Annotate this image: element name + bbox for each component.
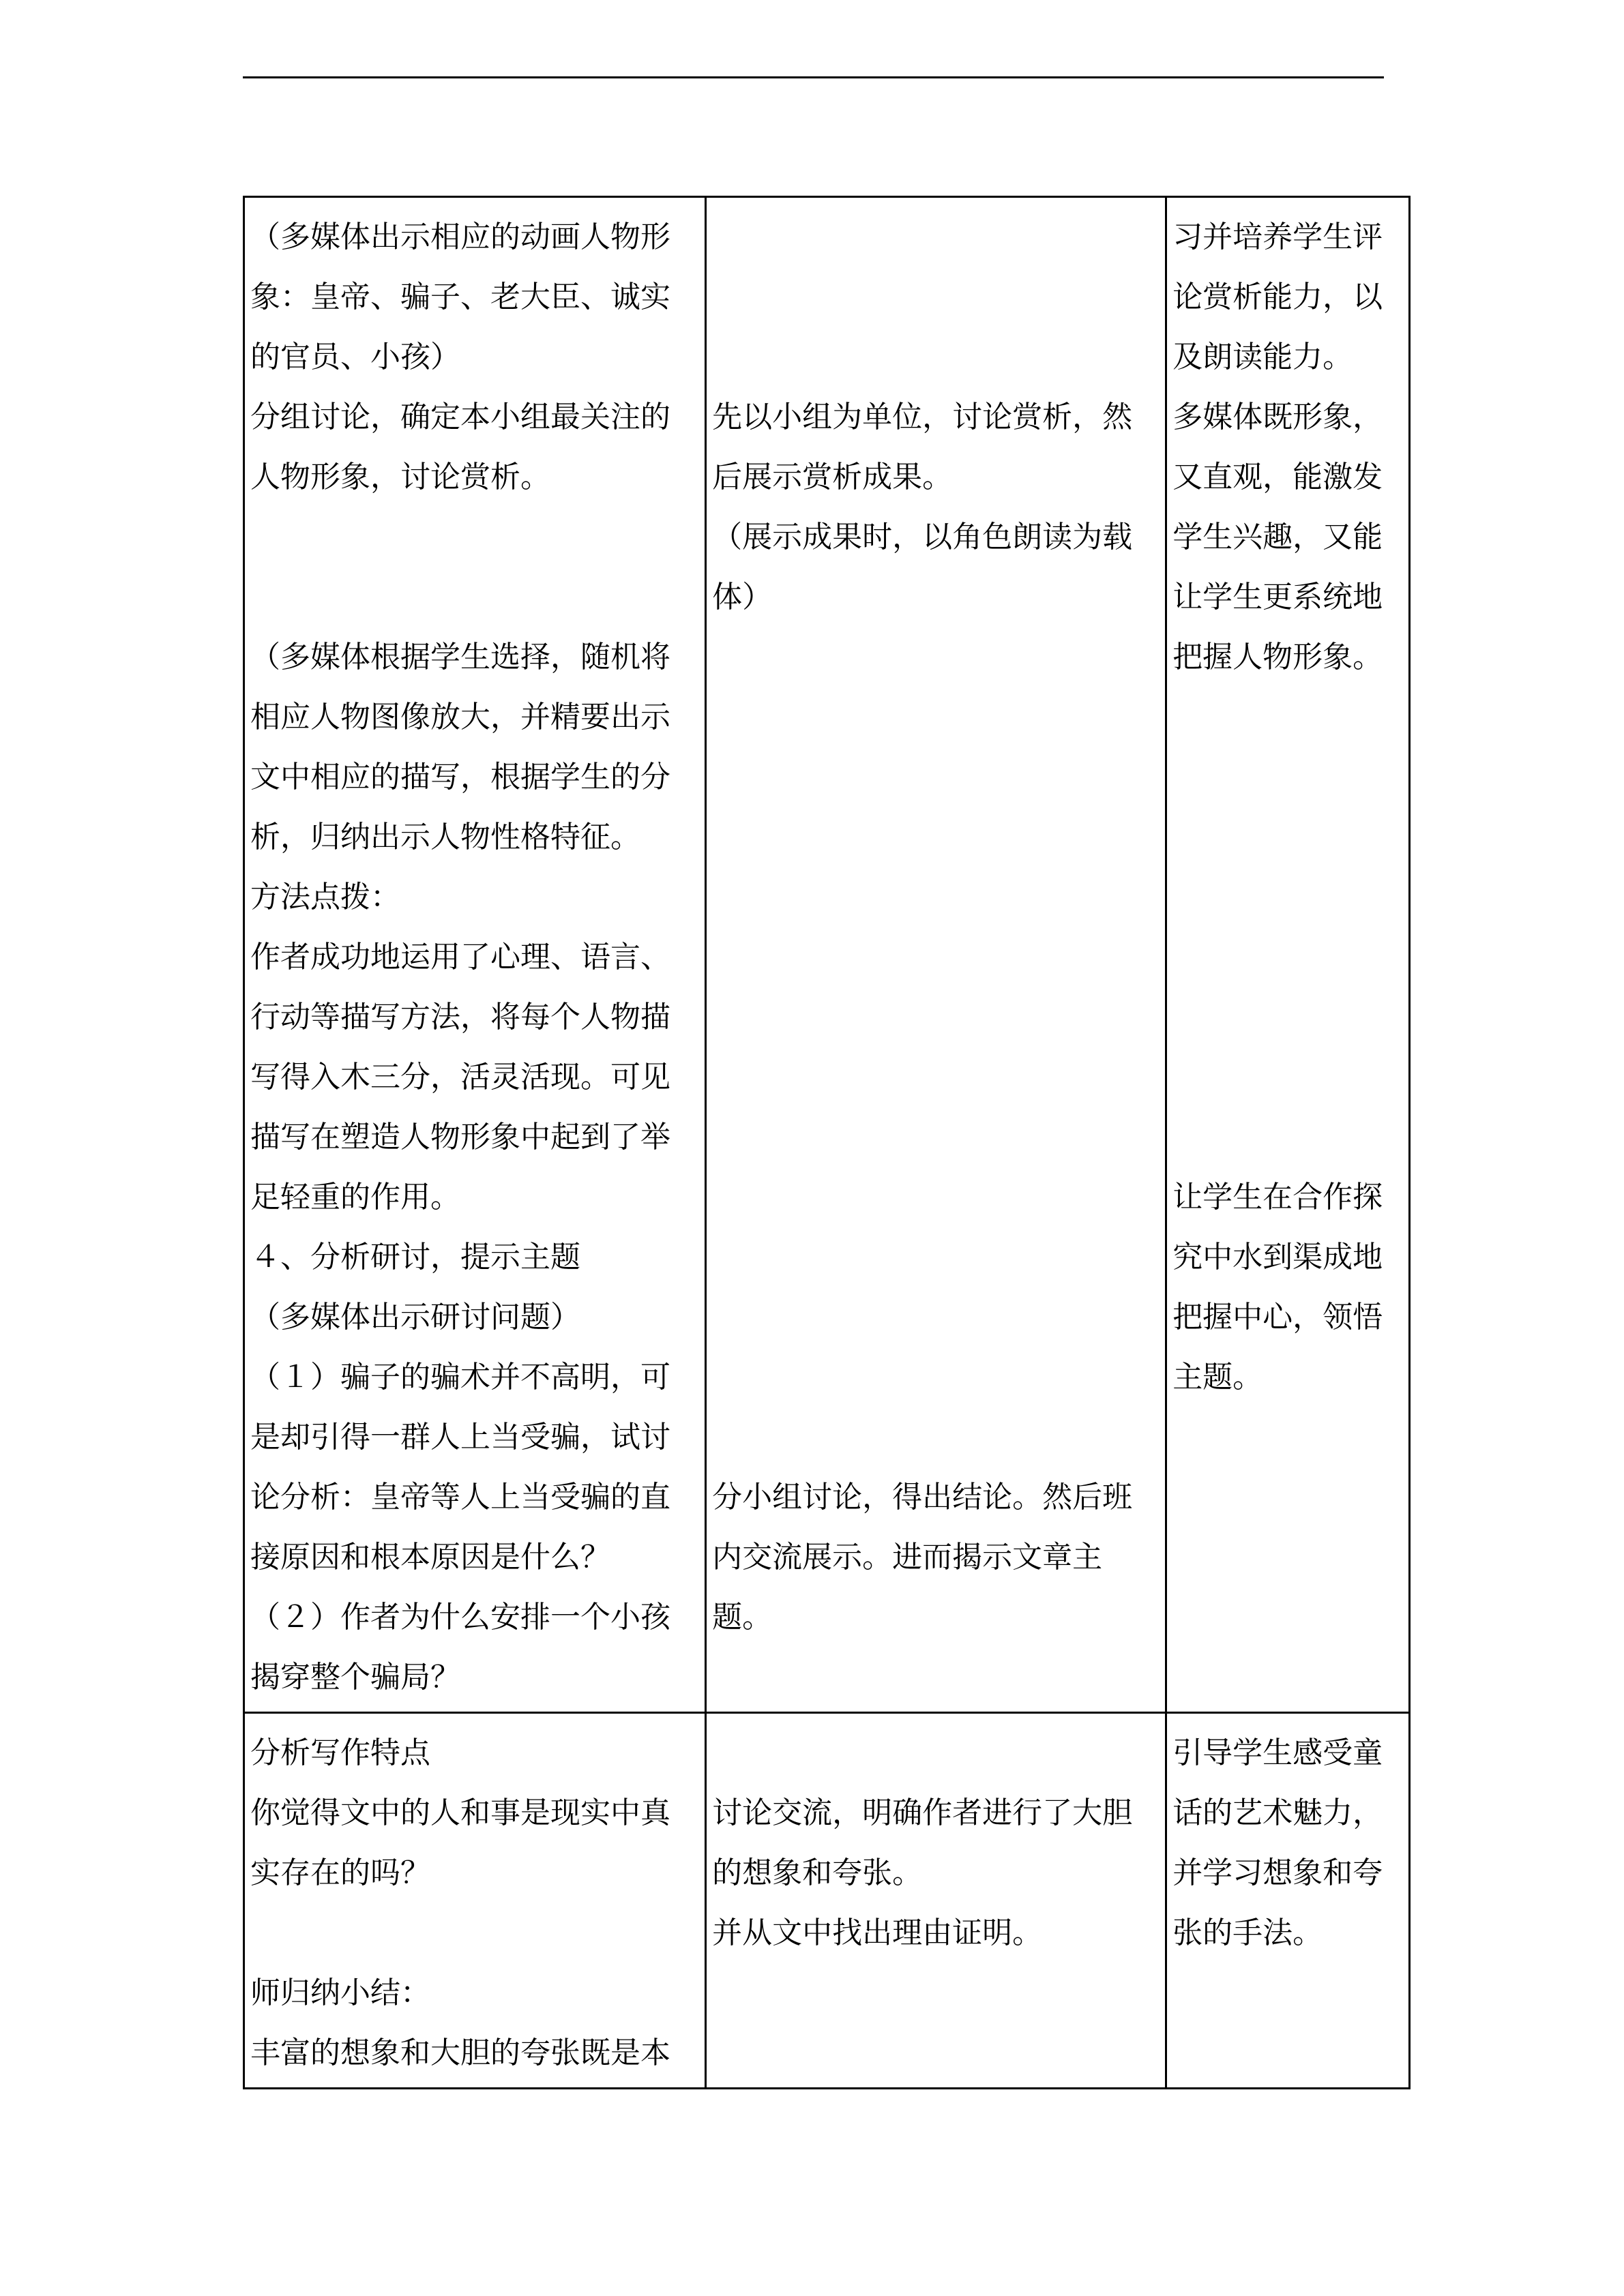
cell-text-line: 主题。 <box>1172 1360 1263 1395</box>
cell-text-line <box>1172 807 1404 867</box>
cell-text-line <box>712 867 1161 927</box>
cell-text-line <box>1172 1527 1404 1587</box>
cell-text-line: 足轻重的作用。 <box>250 1180 460 1214</box>
lesson-plan-table <box>243 196 1411 2089</box>
cell-text-line <box>712 1287 1161 1347</box>
cell-text-line: 师归纳小结： <box>250 1976 430 2010</box>
cell-text-line: 是却引得一群人上当受骗，试讨 <box>250 1420 670 1455</box>
student-activity-cell <box>706 197 1166 1713</box>
cell-text-line <box>250 567 700 627</box>
cell-text-line: 析，归纳出示人物性格特征。 <box>250 820 640 854</box>
cell-text-line <box>250 1903 700 1963</box>
cell-text-line <box>712 747 1161 807</box>
cell-text-line: 方法点拨： <box>250 880 400 914</box>
cell-text-line: 题。 <box>712 1600 773 1635</box>
cell-text-line: 引导学生感受童 <box>1172 1735 1383 1770</box>
cell-text-line <box>250 507 700 567</box>
cell-text-line: 的官员、小孩） <box>250 340 460 374</box>
cell-text-line: 相应人物图像放大，并精要出示 <box>250 700 670 734</box>
cell-text-line <box>1172 1047 1404 1107</box>
cell-text-line: （多媒体出示研讨问题） <box>250 1300 580 1335</box>
cell-text-line <box>712 1167 1161 1227</box>
cell-text-line: 文中相应的描写，根据学生的分 <box>250 760 670 794</box>
cell-text-line: 丰富的想象和大胆的夸张既是本 <box>250 2036 670 2070</box>
cell-text-line: 又直观，能激发 <box>1172 460 1383 494</box>
cell-text-line: 让学生在合作探 <box>1172 1180 1383 1214</box>
cell-text-line <box>1172 1963 1404 2023</box>
cell-text-line: ４、分析研讨，提示主题 <box>250 1240 580 1274</box>
table-row <box>244 197 1410 1713</box>
design-intent-cell <box>1166 197 1410 1713</box>
cell-text-line <box>712 1963 1161 2023</box>
design-intent-cell <box>1166 1713 1410 2089</box>
cell-text-line <box>712 1407 1161 1467</box>
cell-text-line <box>712 687 1161 747</box>
table-row <box>244 1713 1410 2089</box>
cell-text-line <box>712 267 1161 327</box>
student-activity-cell <box>706 1713 1166 2089</box>
cell-text-line: 实存在的吗？ <box>250 1855 430 1890</box>
cell-text-line <box>1172 987 1404 1047</box>
cell-text-line <box>712 927 1161 987</box>
cell-text-line <box>1172 1587 1404 1648</box>
cell-text-line: 并从文中找出理由证明。 <box>712 1915 1043 1950</box>
cell-text-line <box>1172 1107 1404 1167</box>
cell-text-line: 让学生更系统地 <box>1172 580 1383 614</box>
cell-text-line: （２）作者为什么安排一个小孩 <box>250 1600 670 1635</box>
cell-text-line <box>712 1047 1161 1107</box>
cell-text-line: 接原因和根本原因是什么？ <box>250 1540 610 1575</box>
cell-text-line <box>1172 747 1404 807</box>
cell-text-line: （展示成果时，以角色朗读为载 <box>712 520 1133 554</box>
cell-text-line: 体） <box>712 580 773 614</box>
cell-text-line: 习并培养学生评 <box>1172 220 1383 254</box>
cell-text-line <box>712 2023 1161 2083</box>
cell-text-line: 讨论交流，明确作者进行了大胆 <box>712 1795 1133 1830</box>
cell-text-line: 后展示赏析成果。 <box>712 460 953 494</box>
cell-text-line <box>712 1107 1161 1167</box>
cell-text-line: 写得入木三分，活灵活现。可见 <box>250 1060 670 1094</box>
cell-text-line <box>712 807 1161 867</box>
cell-text-line <box>1172 1467 1404 1527</box>
cell-text-line: 及朗读能力。 <box>1172 340 1353 374</box>
cell-text-line <box>712 627 1161 687</box>
cell-text-line: 把握中心，领悟 <box>1172 1300 1383 1335</box>
cell-text-line: 的想象和夸张。 <box>712 1855 923 1890</box>
cell-text-line: 分小组讨论，得出结论。然后班 <box>712 1480 1133 1515</box>
cell-text-line: （１）骗子的骗术并不高明，可 <box>250 1360 670 1395</box>
cell-text-line: 学生兴趣，又能 <box>1172 520 1383 554</box>
cell-text-line <box>712 327 1161 387</box>
cell-text-line: 并学习想象和夸 <box>1172 1855 1383 1890</box>
cell-text-line <box>712 207 1161 267</box>
cell-text-line: 人物形象，讨论赏析。 <box>250 460 550 494</box>
cell-text-line: 行动等描写方法，将每个人物描 <box>250 1000 670 1034</box>
cell-text-line <box>1172 1648 1404 1708</box>
cell-text-line <box>712 1347 1161 1407</box>
cell-text-line <box>1172 1407 1404 1467</box>
cell-text-line: 把握人物形象。 <box>1172 640 1383 674</box>
cell-text-line: 象：皇帝、骗子、老大臣、诚实 <box>250 280 670 314</box>
cell-text-line: 张的手法。 <box>1172 1915 1323 1950</box>
cell-text-line: 作者成功地运用了心理、语言、 <box>250 940 670 974</box>
cell-text-line: 揭穿整个骗局？ <box>250 1660 460 1695</box>
header-rule <box>243 76 1384 78</box>
teacher-activity-cell <box>244 1713 706 2089</box>
cell-text-line <box>712 1723 1161 1783</box>
cell-text-line <box>1172 2023 1404 2083</box>
cell-text-line: 多媒体既形象， <box>1172 400 1383 434</box>
cell-text-line: （多媒体根据学生选择，随机将 <box>250 640 670 674</box>
cell-text-line: 论分析：皇帝等人上当受骗的直 <box>250 1480 670 1515</box>
cell-text-line: 先以小组为单位，讨论赏析，然 <box>712 400 1133 434</box>
cell-text-line: 论赏析能力，以 <box>1172 280 1383 314</box>
cell-text-line <box>712 1648 1161 1708</box>
cell-text-line <box>1172 927 1404 987</box>
cell-text-line: 你觉得文中的人和事是现实中真 <box>250 1795 670 1830</box>
cell-text-line <box>1172 867 1404 927</box>
cell-text-line: 究中水到渠成地 <box>1172 1240 1383 1274</box>
cell-text-line <box>712 1227 1161 1287</box>
cell-text-line: 分组讨论，确定本小组最关注的 <box>250 400 670 434</box>
cell-text-line: 话的艺术魅力， <box>1172 1795 1383 1830</box>
cell-text-line <box>712 987 1161 1047</box>
cell-text-line: （多媒体出示相应的动画人物形 <box>250 220 670 254</box>
cell-text-line: 内交流展示。进而揭示文章主 <box>712 1540 1103 1575</box>
cell-text-line: 分析写作特点 <box>250 1735 430 1770</box>
cell-text-line: 描写在塑造人物形象中起到了举 <box>250 1120 670 1154</box>
cell-text-line <box>1172 687 1404 747</box>
teacher-activity-cell <box>244 197 706 1713</box>
